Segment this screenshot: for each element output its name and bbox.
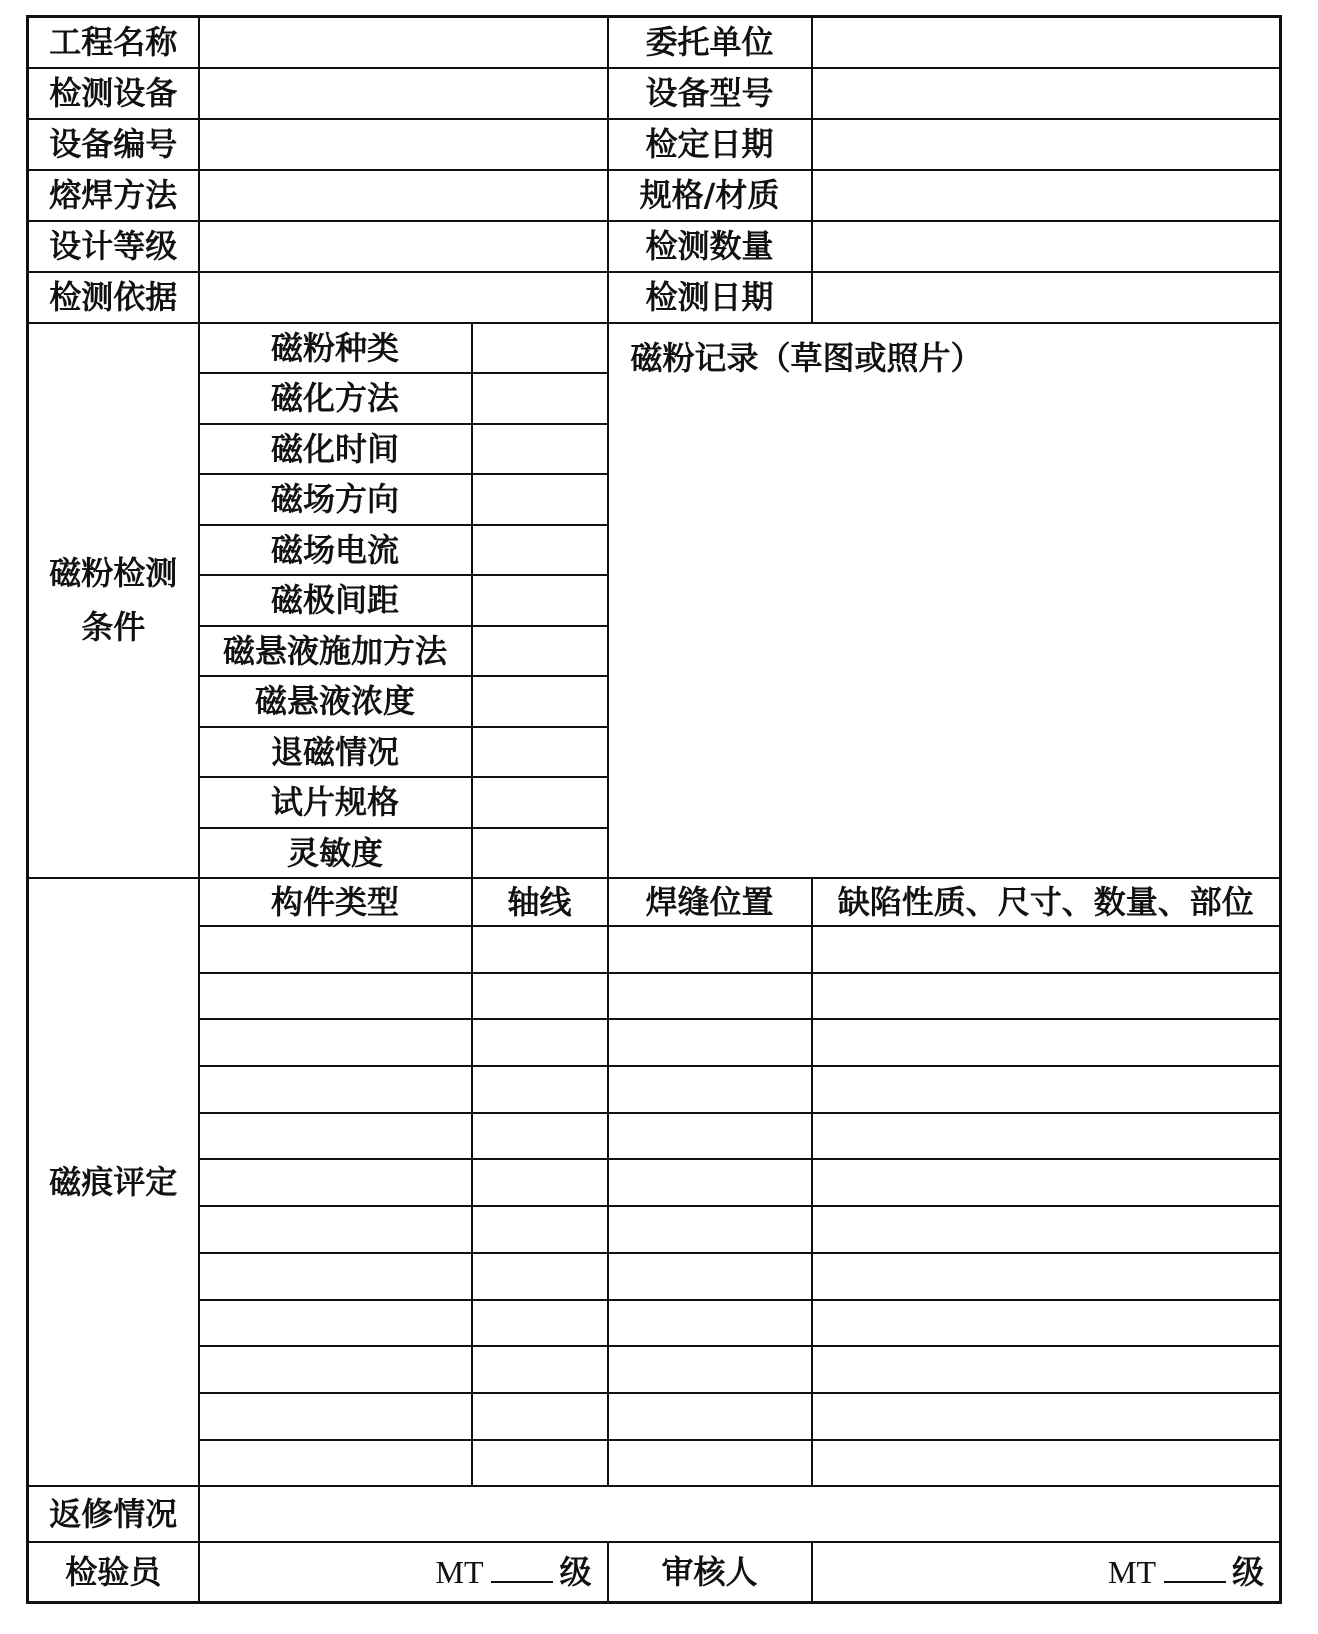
axis-cell xyxy=(472,1206,608,1253)
inspector-level-blank xyxy=(491,1555,553,1583)
test-equipment-value xyxy=(199,68,608,119)
table-row xyxy=(28,1066,1281,1113)
mt-conditions-label xyxy=(28,323,199,879)
design-grade-value xyxy=(199,221,608,272)
field-current-value xyxy=(472,525,608,576)
demagnetization-value xyxy=(472,727,608,778)
defect-details-cell xyxy=(812,1113,1281,1160)
info-row xyxy=(28,17,1281,68)
table-row xyxy=(28,1159,1281,1206)
demagnetization-label: 退磁情况 xyxy=(199,727,472,778)
axis-header: 轴线 xyxy=(472,878,608,926)
sensitivity-value xyxy=(472,828,608,879)
magnetic-particle-type-value xyxy=(472,323,608,374)
defect-details-cell xyxy=(812,1066,1281,1113)
axis-cell xyxy=(472,1113,608,1160)
test-date-value xyxy=(812,272,1281,323)
defect-details-cell xyxy=(812,1346,1281,1393)
calibration-date-label: 检定日期 xyxy=(608,119,812,170)
equipment-number-value xyxy=(199,119,608,170)
reviewer-level xyxy=(812,1542,1281,1602)
info-row xyxy=(28,68,1281,119)
repair-row xyxy=(28,1486,1281,1542)
magnetic-particle-type-label: 磁粉种类 xyxy=(199,323,472,374)
reviewer-label: 审核人 xyxy=(608,1542,812,1602)
axis-cell xyxy=(472,973,608,1020)
test-date-label: 检测日期 xyxy=(608,272,812,323)
magnetization-method-label: 磁化方法 xyxy=(199,373,472,424)
mt-record-area xyxy=(608,323,1281,879)
signature-row xyxy=(28,1542,1281,1602)
table-row xyxy=(28,1300,1281,1347)
component-type-cell xyxy=(199,926,472,973)
magnetization-method-value xyxy=(472,373,608,424)
mt-inspection-record-form xyxy=(26,15,1282,1604)
table-row xyxy=(28,1440,1281,1487)
table-row xyxy=(28,1393,1281,1440)
suspension-application-method-label: 磁悬液施加方法 xyxy=(199,626,472,677)
component-type-cell xyxy=(199,1440,472,1487)
defect-details-cell xyxy=(812,1159,1281,1206)
repair-label: 返修情况 xyxy=(28,1486,199,1542)
spec-material-value xyxy=(812,170,1281,221)
suspension-concentration-value xyxy=(472,676,608,727)
test-standard-label: 检测依据 xyxy=(28,272,199,323)
sensitivity-label: 灵敏度 xyxy=(199,828,472,879)
pole-spacing-value xyxy=(472,575,608,626)
info-row xyxy=(28,170,1281,221)
component-type-cell xyxy=(199,973,472,1020)
weld-position-cell xyxy=(608,1300,812,1347)
axis-cell xyxy=(472,1159,608,1206)
mt-record-label: 磁粉记录（草图或照片） xyxy=(630,338,983,377)
test-quantity-value xyxy=(812,221,1281,272)
axis-cell xyxy=(472,1066,608,1113)
defect-details-header: 缺陷性质、尺寸、数量、部位 xyxy=(812,878,1281,926)
component-type-cell xyxy=(199,1300,472,1347)
suspension-concentration-label: 磁悬液浓度 xyxy=(199,676,472,727)
test-piece-spec-label: 试片规格 xyxy=(199,777,472,828)
component-type-cell xyxy=(199,1159,472,1206)
inspector-level xyxy=(199,1542,608,1602)
welding-method-value xyxy=(199,170,608,221)
project-name-label: 工程名称 xyxy=(28,17,199,68)
axis-cell xyxy=(472,926,608,973)
weld-position-cell xyxy=(608,1346,812,1393)
table-row xyxy=(28,1019,1281,1066)
defect-details-cell xyxy=(812,1019,1281,1066)
axis-cell xyxy=(472,1019,608,1066)
table-row xyxy=(28,1346,1281,1393)
calibration-date-value xyxy=(812,119,1281,170)
mark-evaluation-label: 磁痕评定 xyxy=(28,878,199,1486)
magnetization-time-value xyxy=(472,424,608,475)
component-type-cell xyxy=(199,1019,472,1066)
client-label: 委托单位 xyxy=(608,17,812,68)
field-direction-label: 磁场方向 xyxy=(199,474,472,525)
spec-material-label: 规格/材质 xyxy=(608,170,812,221)
weld-position-cell xyxy=(608,1253,812,1300)
table-row xyxy=(28,1113,1281,1160)
project-name-value xyxy=(199,17,608,68)
table-row xyxy=(28,1253,1281,1300)
magnetization-time-label: 磁化时间 xyxy=(199,424,472,475)
component-type-cell xyxy=(199,1113,472,1160)
condition-row xyxy=(28,323,1281,374)
axis-cell xyxy=(472,1300,608,1347)
info-row xyxy=(28,272,1281,323)
weld-position-cell xyxy=(608,1019,812,1066)
defect-details-cell xyxy=(812,1206,1281,1253)
component-type-cell xyxy=(199,1206,472,1253)
reviewer-level-suffix: 级 xyxy=(1231,1552,1264,1591)
axis-cell xyxy=(472,1253,608,1300)
table-row xyxy=(28,973,1281,1020)
equipment-model-label: 设备型号 xyxy=(608,68,812,119)
defect-details-cell xyxy=(812,1393,1281,1440)
mt-conditions-label-line2: 条件 xyxy=(81,608,146,647)
suspension-application-method-value xyxy=(472,626,608,677)
equipment-model-value xyxy=(812,68,1281,119)
evaluation-header-row xyxy=(28,878,1281,926)
test-standard-value xyxy=(199,272,608,323)
inspector-level-suffix: 级 xyxy=(559,1552,592,1591)
axis-cell xyxy=(472,1440,608,1487)
component-type-cell xyxy=(199,1253,472,1300)
defect-details-cell xyxy=(812,1253,1281,1300)
test-quantity-label: 检测数量 xyxy=(608,221,812,272)
table-row xyxy=(28,926,1281,973)
equipment-number-label: 设备编号 xyxy=(28,119,199,170)
inspector-level-prefix: MT xyxy=(435,1553,484,1590)
design-grade-label: 设计等级 xyxy=(28,221,199,272)
mt-conditions-label-line1: 磁粉检测 xyxy=(49,553,178,592)
field-current-label: 磁场电流 xyxy=(199,525,472,576)
weld-position-cell xyxy=(608,926,812,973)
weld-position-cell xyxy=(608,1159,812,1206)
info-row xyxy=(28,119,1281,170)
test-piece-spec-value xyxy=(472,777,608,828)
test-equipment-label: 检测设备 xyxy=(28,68,199,119)
defect-details-cell xyxy=(812,1440,1281,1487)
inspector-label: 检验员 xyxy=(28,1542,199,1602)
weld-position-header: 焊缝位置 xyxy=(608,878,812,926)
component-type-cell xyxy=(199,1346,472,1393)
repair-value xyxy=(199,1486,1281,1542)
axis-cell xyxy=(472,1393,608,1440)
weld-position-cell xyxy=(608,1440,812,1487)
reviewer-level-blank xyxy=(1164,1555,1226,1583)
defect-details-cell xyxy=(812,926,1281,973)
weld-position-cell xyxy=(608,1113,812,1160)
table-row xyxy=(28,1206,1281,1253)
defect-details-cell xyxy=(812,1300,1281,1347)
weld-position-cell xyxy=(608,1206,812,1253)
component-type-cell xyxy=(199,1393,472,1440)
info-row xyxy=(28,221,1281,272)
field-direction-value xyxy=(472,474,608,525)
client-value xyxy=(812,17,1281,68)
defect-details-cell xyxy=(812,973,1281,1020)
component-type-cell xyxy=(199,1066,472,1113)
component-type-header: 构件类型 xyxy=(199,878,472,926)
pole-spacing-label: 磁极间距 xyxy=(199,575,472,626)
weld-position-cell xyxy=(608,973,812,1020)
axis-cell xyxy=(472,1346,608,1393)
welding-method-label: 熔焊方法 xyxy=(28,170,199,221)
weld-position-cell xyxy=(608,1393,812,1440)
reviewer-level-prefix: MT xyxy=(1107,1553,1156,1590)
weld-position-cell xyxy=(608,1066,812,1113)
